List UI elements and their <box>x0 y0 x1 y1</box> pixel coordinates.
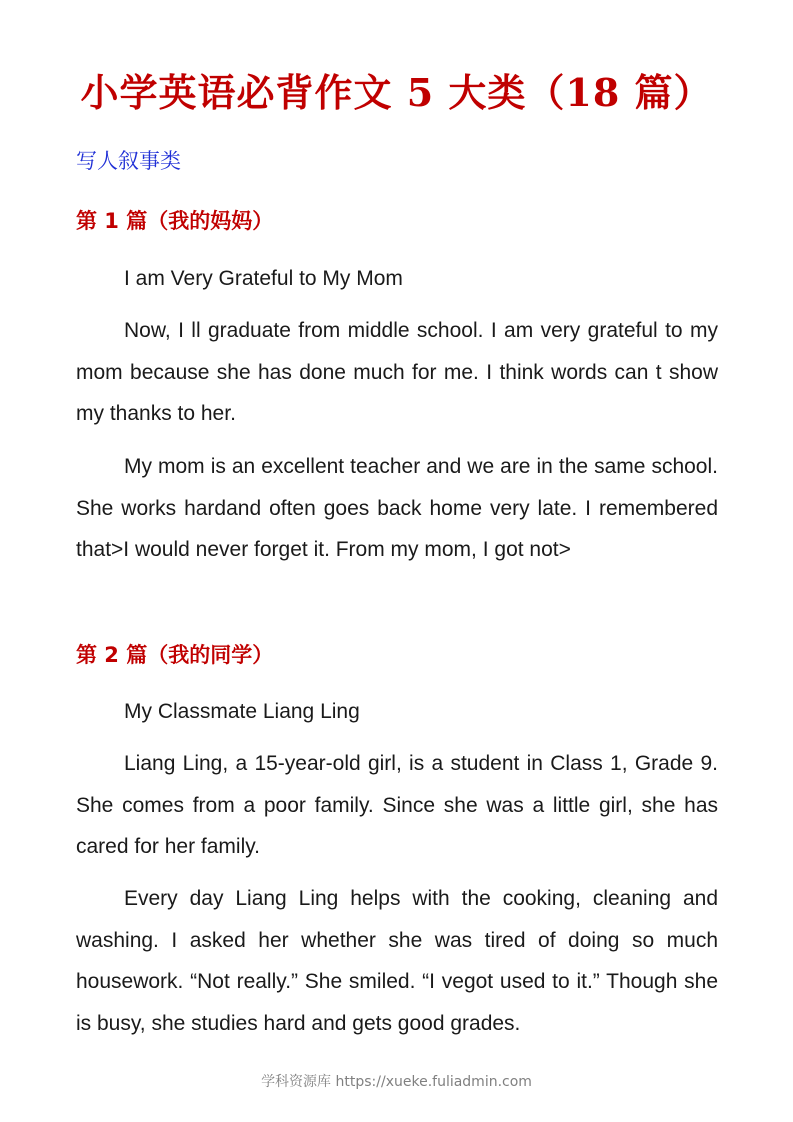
section-2-paragraph-1: Liang Ling, a 15-year-old girl, is a student in Class 1, Grade 9. She comes from a poor family. Since she was a little girl, she has cared for her family. <box>76 752 718 859</box>
footer-source: 学科资源库 https://xueke.fuliadmin.com <box>261 1074 532 1090</box>
section-2-paragraph-2: Every day Liang Ling helps with the cooking, cleaning and washing. I asked her whether she was tired of doing so much housework. “Not really.” She smiled. “I vegot used to it.” Though she is busy, she studies hard and gets good grades. <box>76 887 718 1036</box>
section-1-paragraph-2: My mom is an excellent teacher and we are in the same school. She works hardand often goes back home very late. I remembered that>I would never forget it. From my mom, I got not> <box>76 455 718 562</box>
section-1-paragraph-1: Now, I ll graduate from middle school. I am very grateful to my mom because she has done much for me. I think words can t show my thanks to her. <box>76 319 718 426</box>
section-1-essay-title: I am Very Grateful to My Mom <box>124 267 403 290</box>
section-2-essay-title: My Classmate Liang Ling <box>124 700 360 723</box>
document-title: 小学英语必背作文 5 大类（18 篇） <box>80 70 713 115</box>
section-2-heading: 第 2 篇（我的同学） <box>76 643 274 667</box>
category-heading: 写人叙事类 <box>76 149 181 173</box>
section-1-heading: 第 1 篇（我的妈妈） <box>76 209 274 233</box>
